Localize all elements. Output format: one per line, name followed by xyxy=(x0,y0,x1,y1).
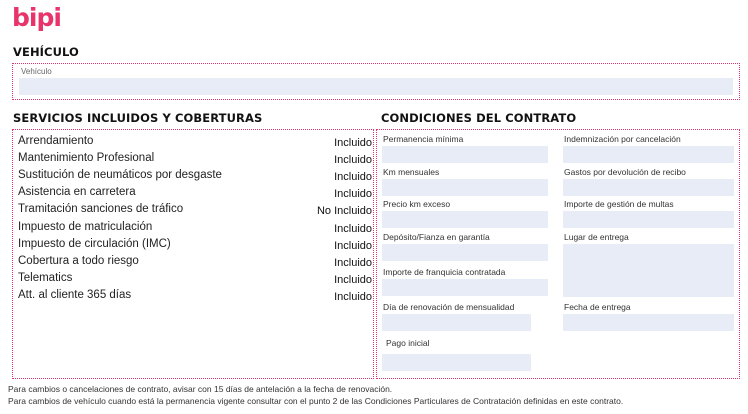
field-label-fecha-entrega: Fecha de entrega xyxy=(564,302,631,312)
service-status: No Incluido xyxy=(316,205,372,217)
field-label-pago-inicial: Pago inicial xyxy=(386,338,430,348)
service-name: Mantenimiento Profesional xyxy=(18,152,155,164)
services-box xyxy=(12,129,374,379)
precio-km-input[interactable] xyxy=(382,211,548,228)
service-name: Arrendamiento xyxy=(18,135,94,147)
lugar-entrega-textarea[interactable] xyxy=(563,244,734,297)
service-name: Impuesto de circulación (IMC) xyxy=(18,238,171,250)
service-name: Impuesto de matriculación xyxy=(18,221,153,233)
service-status: Incluido xyxy=(334,240,372,252)
field-label-precio-km: Precio km exceso xyxy=(383,199,451,209)
service-status: Incluido xyxy=(334,154,372,166)
vehicle-field-label: Vehículo xyxy=(21,67,52,76)
service-status: Incluido xyxy=(334,188,372,200)
km-mensuales-input[interactable] xyxy=(382,179,548,196)
franquicia-input[interactable] xyxy=(382,279,548,296)
vehicle-section-title: VEHÍCULO xyxy=(13,45,79,59)
field-label-gastos-devolucion: Gastos por devolución de recibo xyxy=(564,167,686,177)
field-label-permanencia: Permanencia mínima xyxy=(383,134,464,144)
vehicle-input[interactable] xyxy=(19,78,733,95)
deposito-input[interactable] xyxy=(382,244,548,261)
service-status: Incluido xyxy=(334,291,372,303)
service-status: Incluido xyxy=(334,274,372,286)
pago-inicial-input[interactable] xyxy=(382,354,531,371)
service-name: Telematics xyxy=(18,272,73,284)
service-name: Cobertura a todo riesgo xyxy=(18,255,139,267)
services-section-title: SERVICIOS INCLUIDOS Y COBERTURAS xyxy=(13,111,263,125)
footnote-cancelaciones: Para cambios o cancelaciones de contrato, avisar con 15 días de antelación a la fecha de renovación. xyxy=(8,384,393,394)
service-status: Incluido xyxy=(334,257,372,269)
service-status: Incluido xyxy=(334,137,372,149)
field-label-deposito: Depósito/Fianza en garantía xyxy=(383,232,490,242)
service-name: Asistencia en carretera xyxy=(18,186,136,198)
gastos-devolucion-input[interactable] xyxy=(563,179,734,196)
field-label-renovacion: Día de renovación de mensualidad xyxy=(383,302,515,312)
service-status: Incluido xyxy=(334,171,372,183)
conditions-section-title: CONDICIONES DEL CONTRATO xyxy=(381,111,577,125)
renovacion-input[interactable] xyxy=(382,314,531,331)
footnote-cambios-vehiculo: Para cambios de vehículo cuando está la permanencia vigente consultar con el punto 2 de las Condiciones Particulares de Contratación definidas en este contrato. xyxy=(8,396,624,406)
vehicle-box xyxy=(12,63,740,100)
field-label-gestion-multas: Importe de gestión de multas xyxy=(564,199,674,209)
bipi-logo: bipi xyxy=(12,3,61,32)
indemnizacion-input[interactable] xyxy=(563,146,734,163)
field-label-km-mensuales: Km mensuales xyxy=(383,167,440,177)
service-status: Incluido xyxy=(334,223,372,235)
field-label-indemnizacion: Indemnización por cancelación xyxy=(564,134,681,144)
permanencia-input[interactable] xyxy=(382,146,548,163)
gestion-multas-input[interactable] xyxy=(563,211,734,228)
service-name: Tramitación sanciones de tráfico xyxy=(18,203,184,215)
field-label-lugar-entrega: Lugar de entrega xyxy=(564,232,629,242)
service-name: Att. al cliente 365 días xyxy=(18,289,132,301)
fecha-entrega-input[interactable] xyxy=(563,314,734,331)
service-name: Sustitución de neumáticos por desgaste xyxy=(18,169,222,181)
field-label-franquicia: Importe de franquicia contratada xyxy=(383,267,506,277)
